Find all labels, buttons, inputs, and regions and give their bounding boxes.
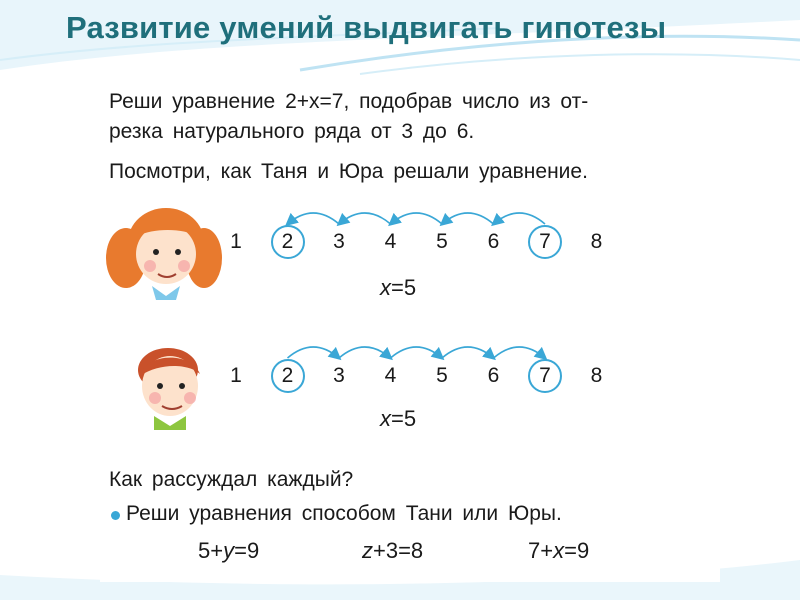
jump-arrow xyxy=(442,213,494,224)
number-3: 3 xyxy=(333,364,345,387)
task-line-3: Посмотри, как Таня и Юра решали уравнение. xyxy=(109,160,588,183)
number-1: 1 xyxy=(230,364,242,387)
number-7: 7 xyxy=(539,230,551,253)
number-5: 5 xyxy=(436,364,448,387)
number-1: 1 xyxy=(230,230,242,253)
number-4: 4 xyxy=(384,364,397,387)
jump-arrow xyxy=(288,213,340,224)
number-5: 5 xyxy=(436,230,448,253)
jump-arrow xyxy=(391,347,443,358)
equation-1: 5+y=9 xyxy=(198,538,260,563)
number-6: 6 xyxy=(487,230,500,253)
task-line-2: резка натурального ряда от 3 до 6. xyxy=(109,120,475,143)
jump-arrow xyxy=(391,213,443,224)
number-4: 4 xyxy=(384,230,397,253)
equation-2: z+3=8 xyxy=(362,538,424,563)
number-6: 6 xyxy=(487,364,500,387)
jump-arrow xyxy=(288,347,340,358)
task-line-1: Реши уравнение 2+x=7, подобрав число из от- xyxy=(109,90,589,113)
jump-arrow xyxy=(494,347,546,358)
number-7: 7 xyxy=(539,364,551,387)
instruction: Реши уравнения способом Тани или Юры. xyxy=(126,502,562,525)
number-2: 2 xyxy=(281,230,294,253)
number-2: 2 xyxy=(281,364,294,387)
equation-3: 7+x=9 xyxy=(528,538,590,563)
yura-result: x=5 xyxy=(380,406,417,431)
textbook-panel xyxy=(100,82,720,582)
jump-arrow xyxy=(442,347,494,358)
jump-arrow xyxy=(339,213,391,224)
bullet-icon xyxy=(111,511,120,520)
number-8: 8 xyxy=(590,230,603,253)
jump-arrow xyxy=(494,213,546,224)
question: Как рассуждал каждый? xyxy=(109,468,354,491)
number-8: 8 xyxy=(590,364,603,387)
jump-arrow xyxy=(339,347,391,358)
number-3: 3 xyxy=(333,230,345,253)
tanya-result: x=5 xyxy=(380,275,417,300)
page-title: Развитие умений выдвигать гипотезы xyxy=(66,10,667,45)
